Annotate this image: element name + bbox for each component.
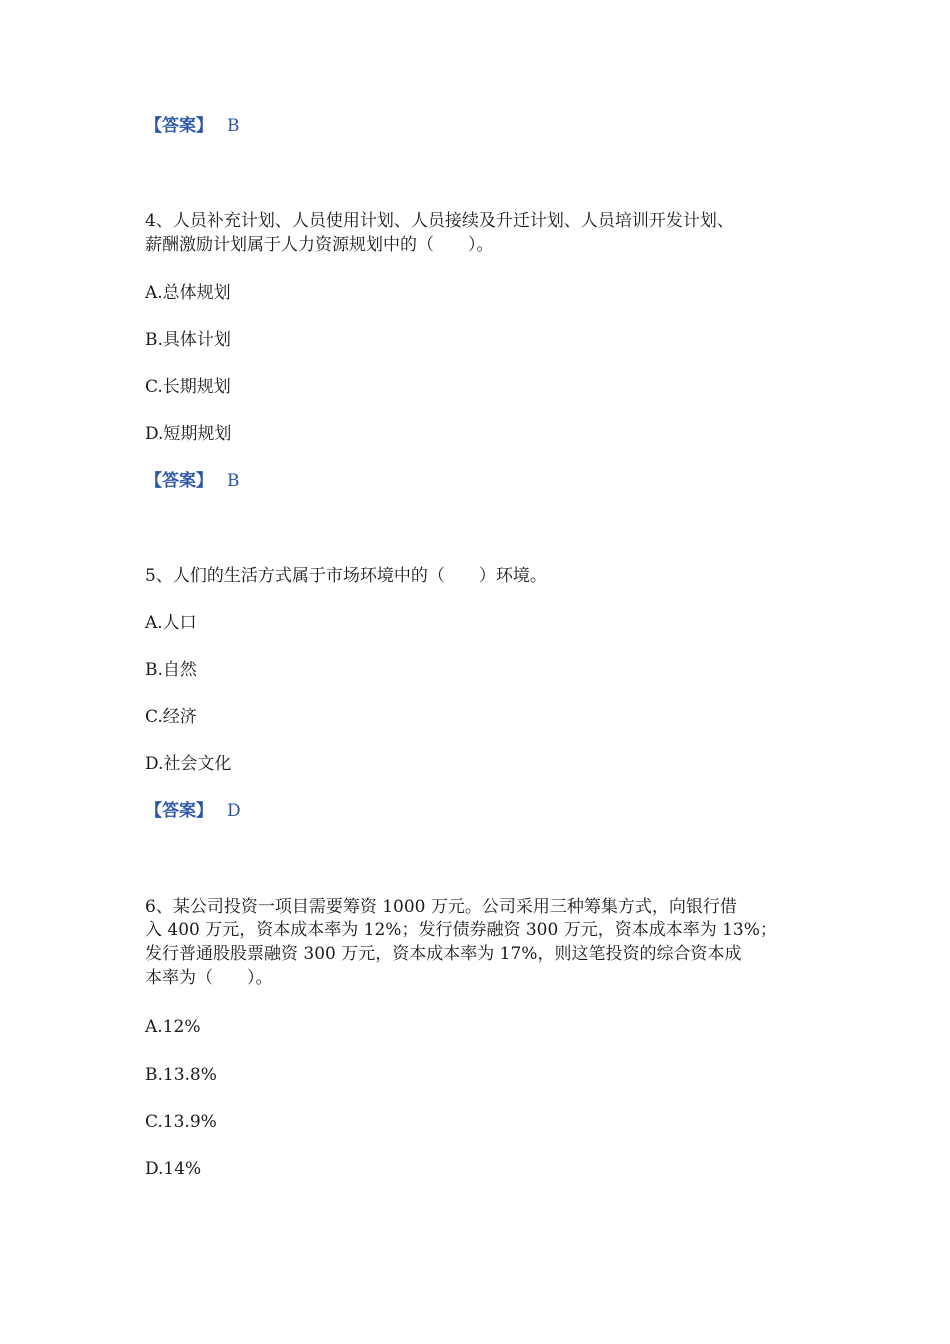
question-4-answer-line [145,470,240,492]
question-5-option-d: D.社会文化 [145,754,232,774]
question-4-option-b: B.具体计划 [145,330,231,350]
question-5-answer-line [145,800,241,822]
question-6-option-d: D.14% [145,1159,202,1179]
answer-value: B [227,471,240,491]
answer-value: B [227,116,240,136]
question-5-text-line-1: 5、人们的生活方式属于市场环境中的（ ）环境。 [145,566,547,586]
answer-value: D [227,801,241,821]
question-6-option-c: C.13.9% [145,1112,217,1132]
answer-label: 【答案】 [145,116,213,136]
answer-label: 【答案】 [145,801,213,821]
question-6-option-b: B.13.8% [145,1065,217,1085]
question-4-option-d: D.短期规划 [145,424,232,444]
question-4-text-line-1: 4、人员补充计划、人员使用计划、人员接续及升迁计划、人员培训开发计划、 [145,211,734,231]
question-6-option-a: A.12% [145,1017,201,1037]
question-4-option-a: A.总体规划 [145,283,231,303]
question-5-option-a: A.人口 [145,613,197,633]
answer-line [145,115,240,137]
answer-label: 【答案】 [145,471,213,491]
question-5-option-c: C.经济 [145,707,197,727]
question-6-text-line-2: 入 400 万元，资本成本率为 12%；发行债券融资 300 万元，资本成本率为 13%； [145,920,777,940]
question-4-option-c: C.长期规划 [145,377,231,397]
question-4-text-line-2: 薪酬激励计划属于人力资源规划中的（ ）。 [145,235,494,255]
question-6-text-line-4: 本率为（ ）。 [145,968,273,988]
question-6-text-line-1: 6、某公司投资一项目需要筹资 1000 万元。公司采用三种筹集方式，向银行借 [145,897,737,917]
question-6-text-line-3: 发行普通股股票融资 300 万元，资本成本率为 17%，则这笔投资的综合资本成 [145,944,742,964]
question-5-option-b: B.自然 [145,660,197,680]
